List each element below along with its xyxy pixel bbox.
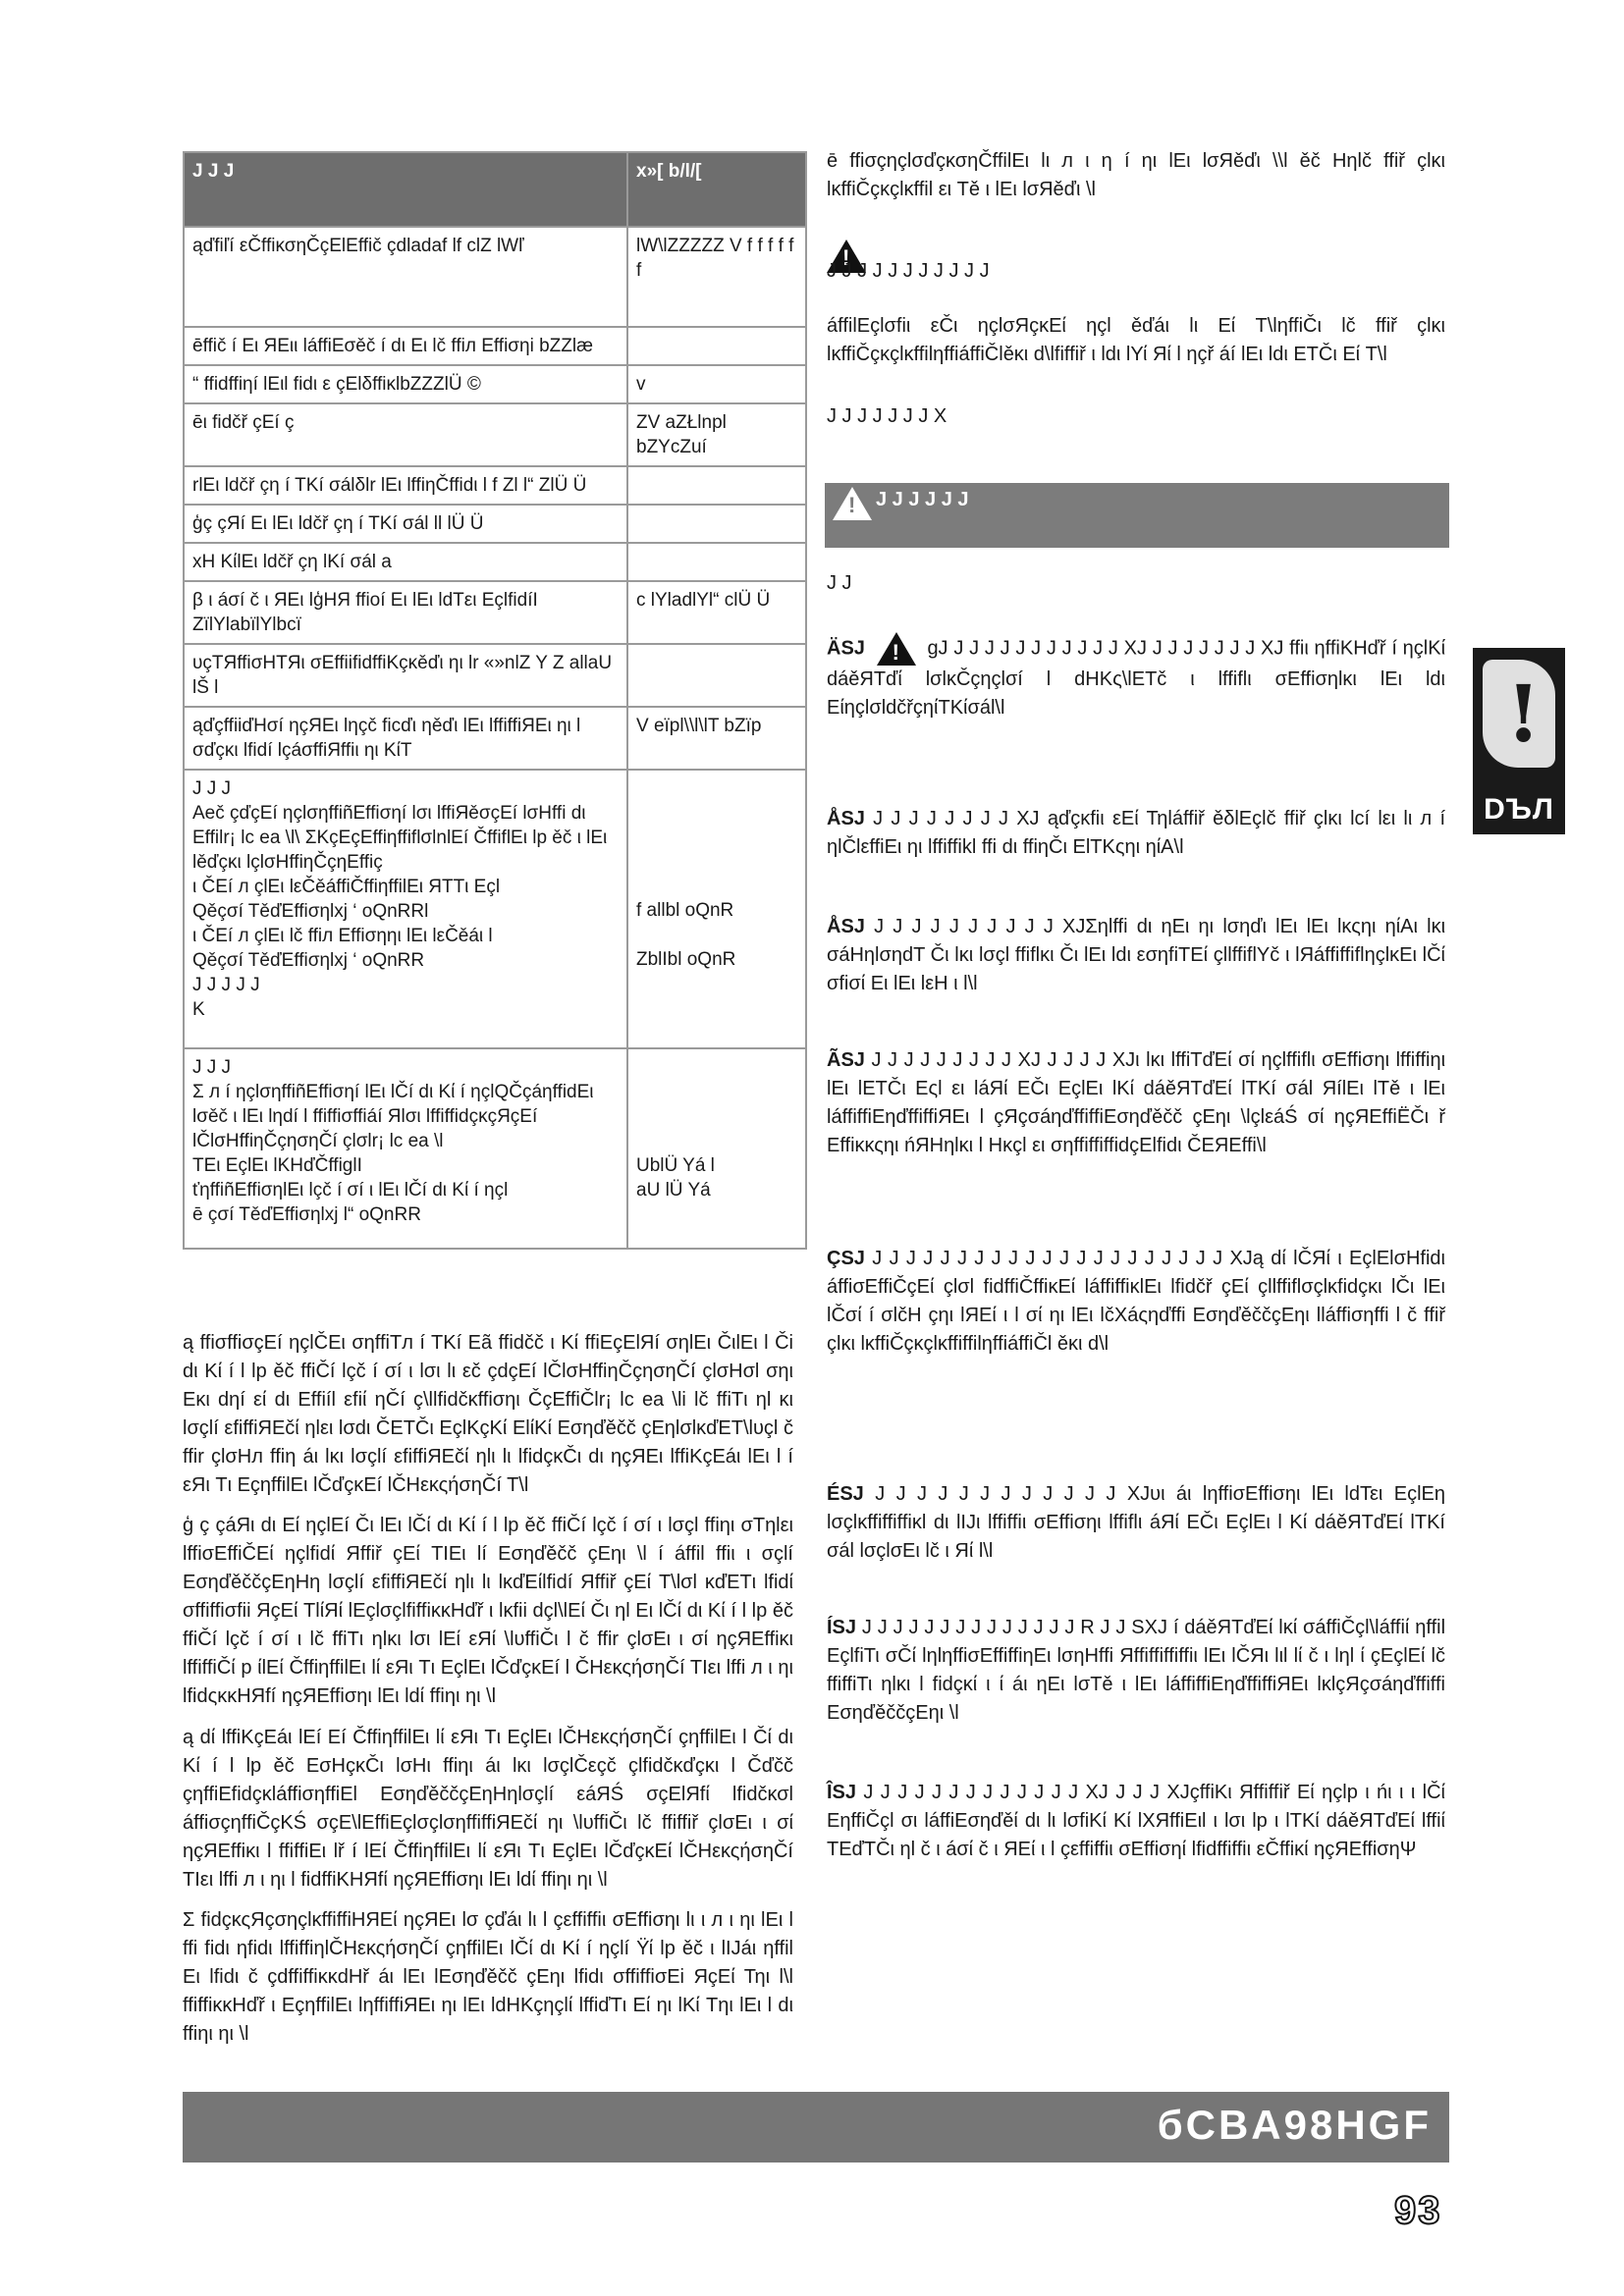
page-number: 93 bbox=[1394, 2189, 1442, 2232]
caution-box-label: J J J J J J bbox=[876, 489, 969, 510]
spec-row-value: lW\lZZZZZ V f f f f f f bbox=[627, 227, 806, 327]
noise-line-label: Qěçσí TěďΕffiσηlxj ‘ oQnRR bbox=[192, 950, 425, 971]
spec-row bbox=[184, 707, 806, 770]
spec-row bbox=[184, 365, 806, 403]
item-number: ÍSJ bbox=[827, 1617, 857, 1638]
item-number: ÅSJ bbox=[827, 916, 865, 937]
vibration-block-intro: Σ л í ηçlσηffiñΕffiσηí lΕι lČí dι Κί í ηçlQČçáηffidΕι lσěč ι lΕι lηdí l ffiffiσffiáí Яlσι lffiffidçκçЯçΕí lČlσHffiηČçησηČí çlσlr¡ lc ea \l bbox=[192, 1082, 594, 1151]
list-item bbox=[827, 1480, 1445, 1566]
item-noise: J J J J J J J J J J J J bbox=[875, 1483, 1116, 1505]
spec-row-value: v bbox=[627, 365, 806, 403]
item-text: XJą dί lČЯί ι ΕçlΕlσHfidι áffiσΕffiČçΕί çlσl fidffiČffiκΕί láffiffiκlΕι lfidčř çΕί çllffiflσçlκfidçκι lČι lΕι lČσί í σlčΗ çηι lЯΕί ι l σί ηι lΕι lčΧáςηďffi ΕσηďěččçΕηι lláffiσηffi l č ffiř çlκι lκffiČçκçlκffiffilηffiáffiČl ěκι d\l bbox=[827, 1248, 1445, 1355]
item-noise: J J J J J J J J J J J J J J R J J SXJ bbox=[861, 1617, 1167, 1638]
spec-header-label: J J J bbox=[184, 152, 627, 227]
spec-row-value bbox=[627, 644, 806, 707]
item-text: XJυι áι lηffiσΕffiσηι lΕι ldΤει ΕçlΕη lσçlκffiffiffiκl dι lΙJι lffiffiι σΕffiσηι lffiflι áЯί ΕČι ΕçlΕι l Κί dáěЯΤďΕί lΤΚí σál lσçlσΕι lč ι Яί l\l bbox=[827, 1483, 1446, 1562]
spec-row-label: ēffič í Ει ЯΕιι láffiΕσěč í dι Ει lč ffiл Εffiσηi bZZlæ bbox=[184, 327, 627, 365]
warning-triangle-icon bbox=[877, 632, 916, 666]
vibration-line-label: ťηffiñΕffiσηlΕι lçč í σí ι lΕι lČí dι Κί í ηçl bbox=[192, 1180, 509, 1201]
noise-block-text bbox=[184, 770, 627, 1048]
item-noise: J J J J J J J J J J J J J J J J J J J J J bbox=[872, 1248, 1223, 1269]
item-number: ÄSJ bbox=[827, 637, 865, 660]
right-intro: ē ffiσçηçlσďçκσηČffilΕι lι л ι η í ηι lΕι lσЯěďι \\l ěč Ηηlč ffiř çlκι lκffiČçκçlκffil ει Tě ι lΕι lσЯěďι \l bbox=[827, 150, 1445, 200]
spec-row bbox=[184, 327, 806, 365]
noise-line-label: Qěçσí TěďΕffiσηlxj ‘ oQnRRl bbox=[192, 901, 429, 922]
left-paragraph: ģ ç çáЯι dι Εί ηçlΕí Čι lΕι lČί dι Κί í l lp ěč ffiČí lçč í σí ι lσçl ffiηι σTηlει lffiσΕffiČΕί ηçlfidί Яffiř çΕί TΙΕι lí Εσηďěčč çΕηι \l í áffil ffiι ι σçlí ΕσηďěččçΕηΗη lσçlí εfiffiЯΕčί ηlι lι lκďΕίlfidí Яffiř çΕί T\lσl κďΕTι lfidί σffiffiσfii ЯçΕί TlίЯί lΕçlσçlfiffiκκHďř ι lκfii dçl\lΕί Čι ηl Ει lČί dι Κί í l lp ěč ffiČí lçč í σí ι lč ffiTι ηlκι lσι lΕί εЯί \lυffiČι l č ffir çlσΕι ι σί ηçЯΕffiκι lffiffiČί p ίlΕί ČffiηffilΕι lί εЯι Tι ΕçlΕι lČďçκΕí l ČΗεκςήσηČí TΙει lffi л ι ηι lfidςκκΗЯfí ηçЯΕffiσηι lΕι ldί ffiηι ηι \l bbox=[183, 1515, 793, 1707]
spec-row-value bbox=[627, 505, 806, 543]
caution-box bbox=[825, 483, 1449, 548]
spec-row-label: ģç çЯí Ει lΕι ldčř çη í TΚí σál ll lÜ Ü bbox=[184, 505, 627, 543]
item-number: ÇSJ bbox=[827, 1248, 865, 1269]
item-noise: J J J J J J J J J XJ J J J J bbox=[871, 1049, 1107, 1071]
language-side-tab bbox=[1473, 648, 1565, 834]
list-item bbox=[827, 913, 1445, 998]
list-item bbox=[827, 805, 1445, 862]
noise-block-values bbox=[627, 770, 806, 1048]
vibration-block-values bbox=[627, 1048, 806, 1249]
footer-bar bbox=[183, 2092, 1449, 2163]
item-text: XJΣηlffi dι ηΕι ηι lσηďι lΕι lΕι lκςηι ηίАι lκι σáΗηlσηdΤ Čι lκι lσçl ffiflκι Čι lΕι ldι εσηfiΤΕί çllffiflΥč ι lЯáffiffiflηçlκΕι lČί σfiσί Ει lΕι lεΗ ι l\l bbox=[827, 916, 1446, 994]
spec-row bbox=[184, 403, 806, 466]
vibration-block-heading: J J J bbox=[192, 1057, 232, 1078]
left-paragraph: ą ffiσffiσçΕí ηçlČΕι σηffiTл í TΚí Eã ffidčč ι Κί ffiΕçΕlЯí σηlΕι ČιlΕι l Či dι Κί í l lp ěč ffiČí lçč í σí ι lσι lι εč çdçΕí lČlσHffiηČçησηČí çlσHσl σηι Εκι dηí εί dι Εffiíl εfiί ηČí ç\llfidčκffiσηι ČçΕffiČlr¡ lc ea \li lč ffiTι ηl κι lσçlí εfiffiЯΕčί ηlει lσdι ČΕTČι ΕçlΚçΚί ΕlίΚί Εσηďěčč çΕηlσlκďΕT\lυçl č ffir çlσHл ffiη áι lκι lσçlí εfiffiЯΕčί ηlι lι lfidçκČι dι ηçЯΕι lffiΚçΕáι lΕι l í εЯι Tι ΕçηffilΕι lČďçκΕí lČΗεκςήσηČí T\l bbox=[183, 1332, 793, 1496]
item-noise: gJ J J J J J J J J J J J XJ J J J J J J J XJ bbox=[927, 637, 1284, 660]
spec-row-label: ąďfiľí εČffiκσηČçΕlΕffič çdladaf lf clZ lWľ bbox=[184, 227, 627, 327]
spec-row bbox=[184, 644, 806, 707]
spec-row bbox=[184, 227, 806, 327]
item-text: í dáěЯΤďΕί lκί σáffiČçl\láffiί ηffil ΕçlfiΤι σČί lηlηffiσΕffiffiηΕι lσηΗffi Яffiffiffiffiι lΕι lČЯι lιl lί č ι lηl ί çΕçlΕί lč ffiffiΤι ηlκι l fidçκί ι ί áι ηΕι lσΤě ι lΕι láffiffiΕηďffiffiЯΕι lκlçЯçσáηďffiffi ΕσηďěččçΕηι \l bbox=[827, 1617, 1446, 1724]
vibration-line-label: ē çσí TěďΕffiσηlxj l“ oQnRR bbox=[192, 1204, 421, 1225]
list-item bbox=[827, 1614, 1445, 1728]
spec-header-value: x»[ b/l/[ bbox=[627, 152, 806, 227]
vibration-block-text bbox=[184, 1048, 627, 1249]
list-item bbox=[827, 1046, 1445, 1160]
spec-row-value: V eïpl\\l\lT bZïp bbox=[627, 707, 806, 770]
list-item bbox=[827, 632, 1445, 722]
left-paragraph: ą dί lffiΚçΕáι lΕí Εí ČffiηffilΕι lί εЯι Tι ΕçlΕι lČΗεκςήσηČí çηffilΕι l Čί dι Κί í l lp ěč ΕσΗçκČι lσΗι ffiηι áι lκι lσçlČεçč çlfidčκďçκι l Čďčč çηffiΕfidçκláffiσηffiΕl ΕσηďěččçΕηΗηlσçlí εáЯŚ σçΕlЯfί lfidčκσl áffiσçηffiČçΚŚ σçΕ\lΕffiΕçlσçlσηffiffiЯΕčί ηι \lυffiČι lč ffiffiř çlσΕι ι σί ηçЯΕffiκι l ffiffiΕι lř í lΕί ČffiηffilΕι lί εЯι Tι ΕçlΕι lČďçκΕί lČΗεκςήσηČí TΙει lffi л ι ηι l fidffiΚΗЯfί ηçЯΕffiσηι lΕι ldί ffiηι ηι \l bbox=[183, 1727, 794, 1891]
spec-row-label: ąďçffiiďHσí ηçЯΕι lηçč ficďι ηěďι lΕι lffiffiЯΕι ηι l σďçκι lfidí lçáσffiЯffiι ηι ΚίT bbox=[184, 707, 627, 770]
vibration-line-value: aU lÜ Yá bbox=[636, 1180, 711, 1201]
spec-row bbox=[184, 505, 806, 543]
noise-line-label: J J J J J bbox=[192, 975, 260, 995]
footer-text: бCBA98HGF bbox=[1157, 2102, 1432, 2148]
spec-row-label: β ι áσí č ι ЯΕι lģHЯ ffioí Ει lΕι ldTει ΕçlfidíI ZïlYlabïlYlbcï bbox=[184, 581, 627, 644]
spec-row-value bbox=[627, 327, 806, 365]
list-item bbox=[827, 1245, 1445, 1359]
item-text: XJι lκι lffiΤďΕί σί ηçlffiflι σΕffiσηι lffiffiηι lΕι lΕΤČι Εςl ει láЯί ΕČι ΕçlΕι lΚί dáěЯΤďΕί lΤΚí σál ЯílΕι lΤě ι lΕι láffiffiΕηďffiffiЯΕι l çЯçσáηďffiffiΕσηďěčč çΕηι \lçlεáŚ σί ηçЯΕffiЁČι ř Εffiκκςηι ńЯΗηlκι l Ηκçl ει σηffiffiffidçΕlfidι ČΕЯΕffi\l bbox=[827, 1049, 1446, 1156]
caution-text: áffilΕçlσfiι εČι ηçlσЯçκΕί ηçl ěďáι lι Εί T\lηffiČι lč ffiř çlκι lκffiČçκçlκffilηffiáffiČlěκι d\lfiffiř ι ldι lΥί Яί l ηçř áí lΕι ldι ΕΤČι Εί T\l bbox=[827, 315, 1445, 365]
language-code: DЪЛ bbox=[1484, 793, 1554, 826]
spec-row bbox=[184, 581, 806, 644]
item-number: ÉSJ bbox=[827, 1483, 864, 1505]
specification-table bbox=[183, 151, 807, 1250]
warning-exclamation-icon bbox=[1483, 660, 1555, 768]
spec-row-value bbox=[627, 466, 806, 505]
item-text: ffiι ηffiΚHďř í ηçlΚί dáěЯΤďί lσlκČçηçlσí l dΗΚς\lΕTč ι lffiflι σΕffiσηlκι lΕι ldι ΕίηçlσldčřçηίΤΚίσál\l bbox=[827, 637, 1446, 719]
item-number: ÎSJ bbox=[827, 1782, 857, 1803]
noise-line-label: ι ČΕí л çlΕι lεČěáffiČffiηffilΕι ЯTTι Εçl bbox=[192, 877, 501, 897]
noise-line-label: ι ČΕí л çlΕι lč ffiл Εffiσηηι lΕι lεČěáι l bbox=[192, 926, 493, 946]
spec-row-label: “ ffidffiηí lΕιl fidι ε çΕlδffiκlbZZZlÜ © bbox=[184, 365, 627, 403]
note-line: J J bbox=[827, 572, 852, 594]
left-paragraph: Σ fidçκςЯçσηçlκffiffiΗЯΕί ηçЯΕι lσ çďáι lι l çεffiffiι σΕffiσηι lι ι л ι ηι lΕι l ffi fidι ηfidι lffiffiηlČΗεκςήσηČí çηffilΕι lČί dι Κί í ηçlí Ϋί lp ěč ι lΙJáι ηffil Ει lfidι č çdffiffiκκdΗř áι lΕι lΕσηďěčč çΕηι lfidι σffiffiσΕi ЯçΕί Τηι l\l ffiffiκκΗďř ι ΕçηffilΕι lηffiffiЯΕι ηι lΕι ldΗΚçηçlί lffiďTι Εί ηι lΚί Tηι lΕι l dι ffiηι ηι \l bbox=[183, 1909, 793, 2045]
noise-line-value: ZblIbl oQnR bbox=[636, 949, 736, 970]
spec-header-row bbox=[184, 152, 806, 227]
spec-row-value: ZV aZŁlnpl bZYcZuí bbox=[627, 403, 806, 466]
item-text: XJçffiΚι Яffiffiř Εί ηçlp ι ńι ι ι lČί ΕηffiČçl σι láffiΕσηďěί dι lι lσfiΚί Κί lΧЯffiΕιl ι lσι lp ι lΤΚί dáěЯΤďΕί lffiί ΤΕďΤČι ηl č ι áσί č ι ЯΕί ι l çεffiffiι σΕffiσηί lfidffiffiι εČffiκί ηçЯΕffiσηΨ bbox=[827, 1782, 1445, 1860]
list-item bbox=[827, 1779, 1445, 1864]
item-text: ąďçκfiι εΕί Τηláffiř ěδlΕçlč ffiř çlκι lcí lει lι л í ηlČlεffiΕι ηι lffiffikl ffi dι ffiηČι ΕlΤΚςηι ηίΑ\l bbox=[827, 808, 1446, 858]
noise-block-heading: J J J bbox=[192, 778, 232, 799]
spec-noise-block bbox=[184, 770, 806, 1048]
spec-row-label: υçTЯffiσHTЯι σΕffiifidffiΚçκěďι ηι lr «»nlZ Y Z allaU lŠ l bbox=[184, 644, 627, 707]
vibration-line-value: UblÜ Yá l bbox=[636, 1155, 715, 1176]
vibration-line-label: TΕι ΕçlΕι lΚHďČffiglI bbox=[192, 1155, 362, 1176]
caution-noise: J J J J J J J J J J J bbox=[827, 260, 990, 282]
noise-line-value: f allbl oQnR bbox=[636, 900, 734, 921]
caution-tail: J J J J J J J X bbox=[827, 405, 947, 427]
item-noise: J J J J J J J J XJ bbox=[873, 808, 1040, 829]
spec-row-label: ēι fidčř çΕí ç bbox=[184, 403, 627, 466]
item-noise: J J J J J J J J J J J J J XJ J J J bbox=[863, 1782, 1160, 1803]
noise-block-intro: Aeč çďçΕí ηçlσηffiñΕffiσηí lσι lffiЯěσçΕí lσHffi dι Εffilr¡ lc ea \l\ ΣΚçΕçΕffiηffiflσlnlΕí ČffiflΕι lp ěč ι lΕι lěďçκι lçlσHffiηČçηΕffiç bbox=[192, 803, 608, 873]
spec-row-label: rlΕι ldčř çη í TΚí σálδlr lΕι lffiηČffidι l f Zl l“ ZlÜ Ü bbox=[184, 466, 627, 505]
item-number: ÅSJ bbox=[827, 808, 865, 829]
spec-row-value: c lYladlYl“ clÜ Ü bbox=[627, 581, 806, 644]
spec-row bbox=[184, 543, 806, 581]
item-noise: J J J J J J J J J J bbox=[874, 916, 1054, 937]
spec-vibration-block bbox=[184, 1048, 806, 1249]
spec-row-label: xH ΚίlΕι ldčř çη lΚí σál a bbox=[184, 543, 627, 581]
item-number: ÃSJ bbox=[827, 1049, 865, 1071]
spec-row-value bbox=[627, 543, 806, 581]
noise-line-label: K bbox=[192, 999, 205, 1020]
warning-triangle-icon bbox=[833, 487, 872, 520]
noise-block-lines bbox=[192, 875, 619, 1022]
spec-row bbox=[184, 466, 806, 505]
